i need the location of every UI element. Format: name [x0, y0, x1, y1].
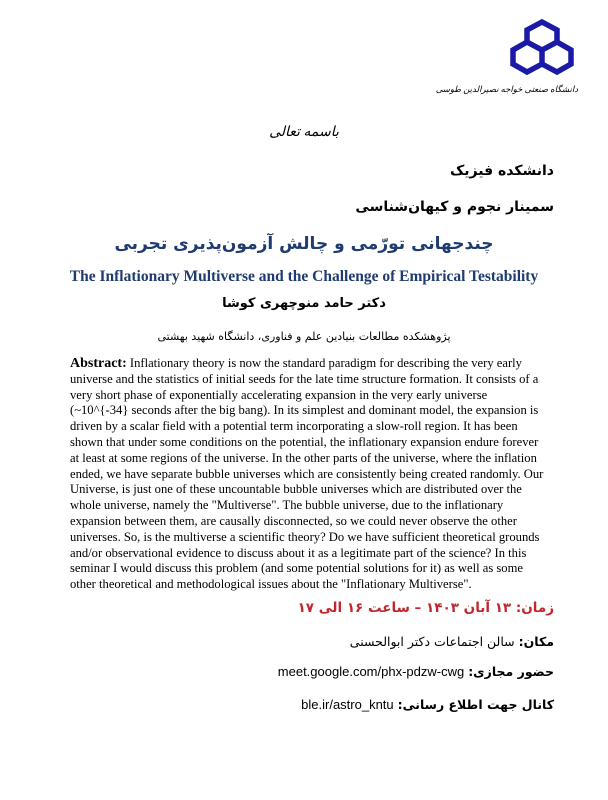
event-date-time: زمان: ۱۳ آبان ۱۴۰۳ – ساعت ۱۶ الی ۱۷: [297, 600, 554, 616]
abstract-label: Abstract:: [70, 356, 127, 371]
channel-label: کانال جهت اطلاع رسانی:: [397, 697, 554, 712]
talk-title-english: The Inflationary Multiverse and the Challenge of Empirical Testability: [69, 268, 539, 285]
online-meeting-link[interactable]: meet.google.com/phx-pdzw-cwg: [277, 664, 465, 679]
faculty-name: دانشکده فیزیک: [449, 163, 554, 179]
place-value: سالن اجتماعات دکتر ابوالحسنی: [349, 634, 515, 649]
abstract-text: Inflationary theory is now the standard paradigm for describing the very early universe and the statistics of initial seeds for the late time structure formation. It consists of a very short phase of exponentially accelerating expansion in the very early universe (~10^{-34} seconds after the big bang). In its simplest and dominant model, the expansion is driven by a scalar field with a potential term incorporating a slow-roll region. It has been shown that under some conditions on the potential, the inflationary expansion endure forever at least at some regions of the universe. In the other parts of the universe, where the inflation ended, we have separate bubble universes which are consistently being created randomly. Our Universe, is just one of these uncountable bubble universes which are distributed over the whole universe, namely the "Multiverse". The bubble universe, due to the inflationary expansion between them, are causally disconnected, so we could never observe the other universes. So, is the multiverse a scientific theory? Do we have sufficient theoretical grounds and/or observational evidence to discuss about it as a legitimate part of the science? In this seminar I would discuss this problem (and some potential solutions for it) as well as some other theoretical and methodological issues about the "Inflationary Multiverse".: [70, 356, 544, 592]
event-place: [350, 634, 554, 649]
seminar-name: سمینار نجوم و کیهان‌شناسی: [355, 199, 554, 215]
event-online: [278, 664, 554, 679]
place-label: مکان:: [518, 634, 554, 649]
basmala: باسمه تعالی: [269, 125, 339, 140]
speaker-name: دکتر حامد منوچهری کوشا: [222, 296, 386, 311]
talk-title-persian: چندجهانی تورّمی و چالش آزمون‌پذیری تجربی: [114, 234, 494, 254]
university-name: دانشگاه صنعتی خواجه نصیرالدین طوسی: [435, 84, 578, 94]
channel-link[interactable]: ble.ir/astro_kntu: [301, 697, 394, 712]
abstract-paragraph: [70, 356, 546, 593]
online-label: حضور مجازی:: [468, 664, 554, 679]
university-logo: [505, 18, 579, 80]
event-channel: [301, 697, 554, 712]
speaker-affiliation: پژوهشکده مطالعات بنیادین علم و فناوری، دانشگاه شهید بهشتی: [157, 330, 451, 343]
